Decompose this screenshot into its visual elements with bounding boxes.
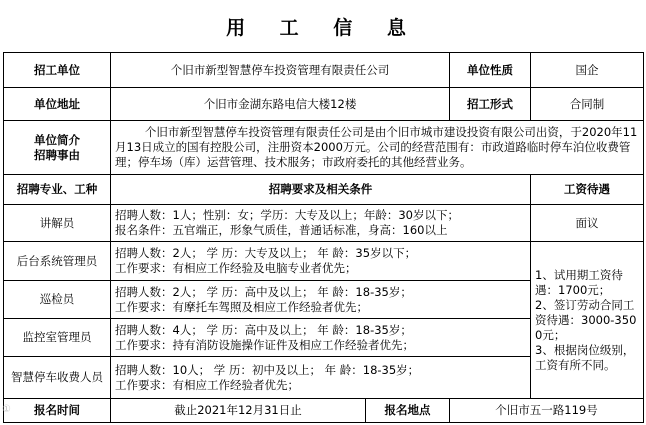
position-name: 后台系统管理员 [4,242,111,281]
salary-negotiable: 面议 [531,205,644,242]
salary-line: 2、签订劳动合同工资待遇：3000-3500元； [535,297,637,342]
unit-label: 招工单位 [4,53,111,88]
position-name: 智慧停车收费人员 [4,357,111,399]
footer-row [4,399,644,423]
position-name: 监控室管理员 [4,319,111,357]
time-value: 截止2021年12月31日止 [111,399,366,423]
intro-label-line2: 招聘事由 [34,147,80,162]
requirement-line: 工作要求：有摩托车驾照及相应工作经验者优先； [115,299,368,314]
intro-text: 个旧市新型智慧停车投资管理有限责任公司是由个旧市城市建设投资有限公司出资，于2020年11月13日成立的国有控股公司，注册资本2000万元。公司的经营范围有：市政道路临时停车泊位收费管理；停车场（库）运营管理、技术服务；市政府委托的其他经营业务。 [111,121,644,175]
position-name: 巡检员 [4,281,111,319]
table-row [4,242,644,281]
header-salary: 工资待遇 [531,175,644,205]
watermark-mark: ① [2,404,11,415]
time-label: 报名时间 [4,399,111,423]
form-label: 招工形式 [450,88,531,121]
table-row [4,205,644,242]
address-label: 单位地址 [4,88,111,121]
page-title: 用 工 信 息 [226,16,420,39]
requirements-cell [111,281,531,319]
salary-line: 3、根据岗位级别，工资有所不同。 [535,342,635,372]
requirement-line: 招聘人数：2人； 学 历：大专及以上； 年 龄：35岁以下； [115,246,417,260]
salary-line: 1、试用期工资待遇：1700元； [535,267,623,297]
requirement-line: 报名条件：五官端正，形象气质佳，普通话标准，身高：160以上 [115,223,448,237]
recruitment-table [3,52,644,423]
header-row [4,175,644,205]
requirement-line: 招聘人数：4人； 学 历：高中及以上； 年 龄：18-35岁； [115,322,412,337]
requirements-cell [111,319,531,357]
requirement-line: 招聘人数：2人； 学 历：高中及以上； 年 龄：18-35岁； [115,284,412,299]
nature-value: 国企 [531,53,644,88]
place-value: 个旧市五一路119号 [450,399,644,423]
requirements-cell [111,242,531,281]
requirement-line: 工作要求：有相应工作经验及电脑专业者优先； [115,261,357,275]
header-position: 招聘专业、工种 [4,175,111,205]
position-name: 讲解员 [4,205,111,242]
address-value: 个旧市金湖东路电信大楼12楼 [111,88,450,121]
employer-row [4,53,644,88]
requirement-line: 招聘人数：10人； 学 历：初中及以上； 年 龄：18-35岁； [115,362,420,377]
form-value: 合同制 [531,88,644,121]
intro-label [4,121,111,175]
requirement-line: 招聘人数：1人；性别：女；学历：大专及以上；年龄：30岁以下； [115,208,459,222]
requirement-line: 工作要求：有相应工作经验者优先； [115,377,299,392]
requirement-line: 工作要求：持有消防设施操作证件及相应工作经验者优先； [115,337,414,352]
header-requirements: 招聘要求及相关条件 [111,175,531,205]
unit-value: 个旧市新型智慧停车投资管理有限责任公司 [111,53,450,88]
requirements-cell [111,357,531,399]
salary-details [531,242,644,399]
place-label: 报名地点 [366,399,450,423]
intro-label-line1: 单位简介 [34,132,80,147]
nature-label: 单位性质 [450,53,531,88]
address-row [4,88,644,121]
requirements-cell [111,205,531,242]
intro-row [4,121,644,175]
